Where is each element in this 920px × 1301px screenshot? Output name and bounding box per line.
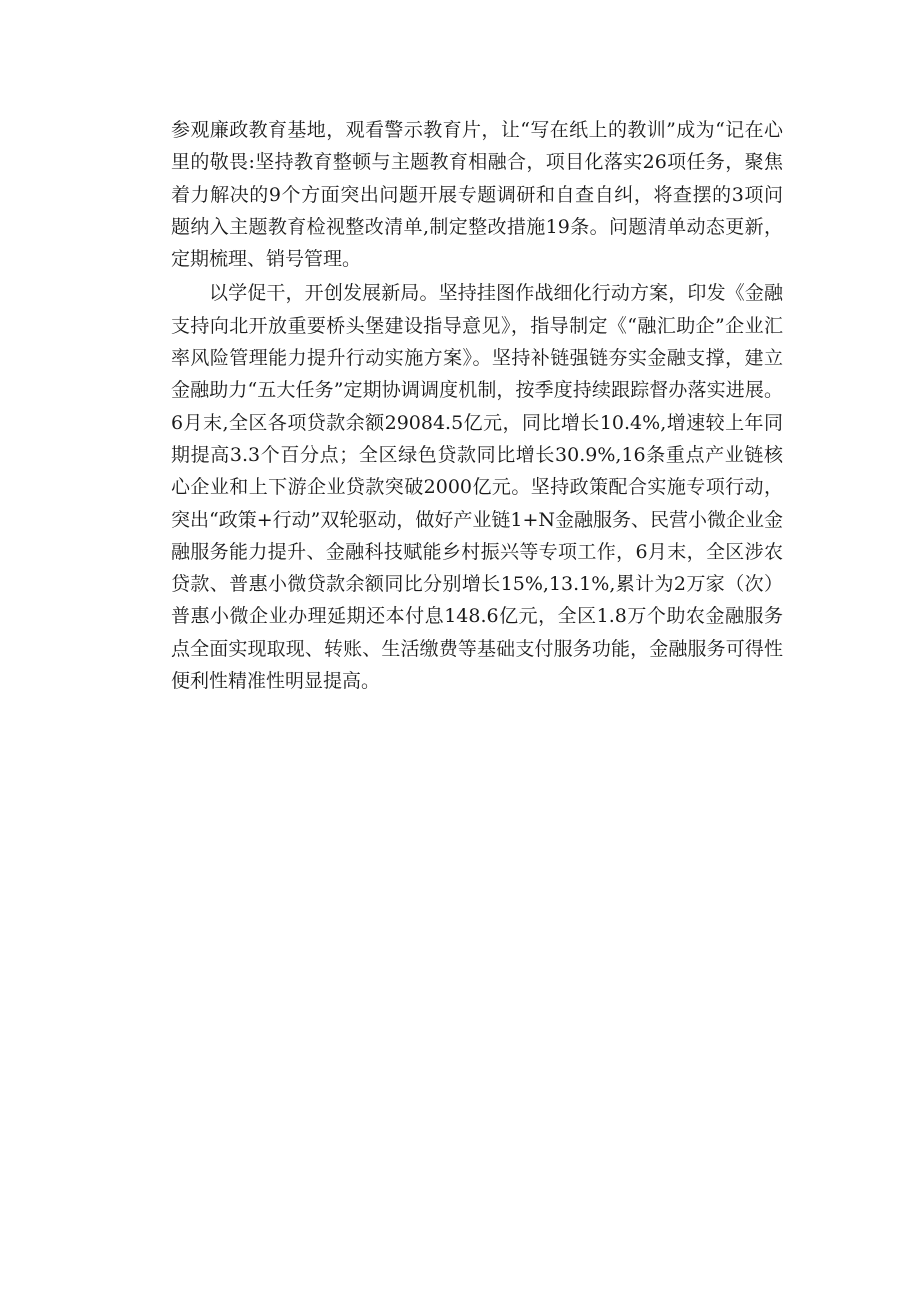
paragraph-2: 以学促干，开创发展新局。坚持挂图作战细化行动方案，印发《金融支持向北开放重要桥头堡建设指导意见》，指导制定《“融汇助企”企业汇率风险管理能力提升行动实施方案》。坚持补链强链夯实金融支撑，建立金融助力“五大任务”定期协调调度机制，按季度持续跟踪督办落实进展。6月末,全区各项贷款余额29084.5亿元，同比增长10.4%,增速较上年同期提高3.3个百分点；全区绿色贷款同比增长30.9%,16条重点产业链核心企业和上下游企业贷款突破2000亿元。坚持政策配合实施专项行动，突出“政策+行动”双轮驱动，做好产业链1+N金融服务、民营小微企业金融服务能力提升、金融科技赋能乡村振兴等专项工作，6月末，全区涉农贷款、普惠小微贷款余额同比分别增长15%,13.1%,累计为2万家（次）普惠小微企业办理延期还本付息148.6亿元，全区1.8万个助农金融服务点全面实现取现、转账、生活缴费等基础支付服务功能，金融服务可得性便利性精准性明显提高。 (171, 282, 783, 693)
paragraph-1: 参观廉政教育基地，观看警示教育片，让“写在纸上的教训”成为“记在心里的敬畏:坚持教育整顿与主题教育相融合，项目化落实26项任务，聚焦着力解决的9个方面突出问题开展专题调研和自查自纠，将查摆的3项问题纳入主题教育检视整改清单,制定整改措施19条。问题清单动态更新，定期梳理、销号管理。 (171, 119, 783, 271)
document-body (171, 114, 783, 697)
